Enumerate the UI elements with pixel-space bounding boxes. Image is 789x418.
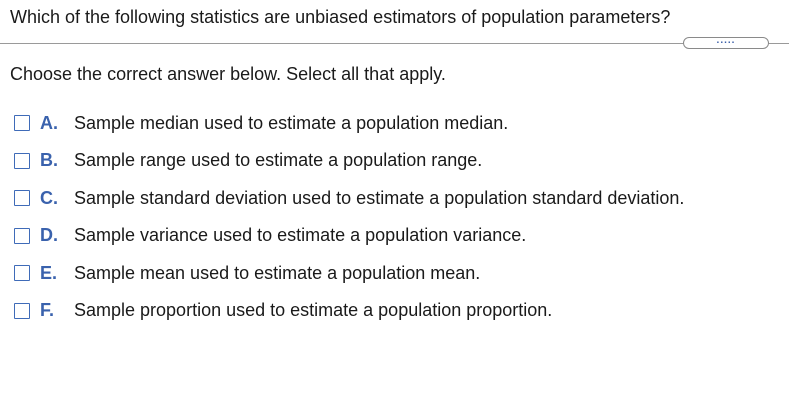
divider (0, 43, 789, 44)
option-f-text[interactable]: Sample proportion used to estimate a population proportion. (74, 300, 553, 320)
option-c-letter: C. (40, 187, 58, 208)
option-b-letter: B. (40, 150, 58, 170)
option-e-text[interactable]: Sample mean used to estimate a population mean. (74, 262, 481, 283)
option-e-letter: E. (40, 262, 58, 283)
answer-options (14, 112, 684, 337)
option-d[interactable] (14, 225, 684, 247)
option-b[interactable] (14, 150, 684, 172)
option-f[interactable] (14, 300, 684, 322)
instruction-text: Choose the correct answer below. Select all that apply. (10, 64, 446, 84)
option-d-letter: D. (40, 225, 58, 245)
option-a[interactable] (14, 112, 684, 134)
option-c[interactable] (14, 187, 684, 209)
option-e[interactable] (14, 262, 684, 284)
option-f-letter: F. (40, 300, 55, 320)
option-b-checkbox[interactable] (14, 153, 30, 169)
option-e-checkbox[interactable] (14, 265, 30, 281)
option-d-text[interactable]: Sample variance used to estimate a population variance. (74, 225, 527, 245)
option-f-checkbox[interactable] (14, 303, 30, 319)
option-a-text[interactable]: Sample median used to estimate a population median. (74, 112, 509, 133)
option-c-checkbox[interactable] (14, 190, 30, 206)
option-b-text[interactable]: Sample range used to estimate a population range. (74, 150, 483, 170)
question-text: Which of the following statistics are unbiased estimators of population parameters? (10, 7, 671, 27)
option-a-letter: A. (40, 112, 58, 133)
option-a-checkbox[interactable] (14, 115, 30, 131)
option-d-checkbox[interactable] (14, 228, 30, 244)
expand-more-button[interactable] (683, 37, 769, 49)
option-c-text[interactable]: Sample standard deviation used to estimate a population standard deviation. (74, 187, 685, 208)
more-dots-icon: ..... (716, 35, 736, 46)
